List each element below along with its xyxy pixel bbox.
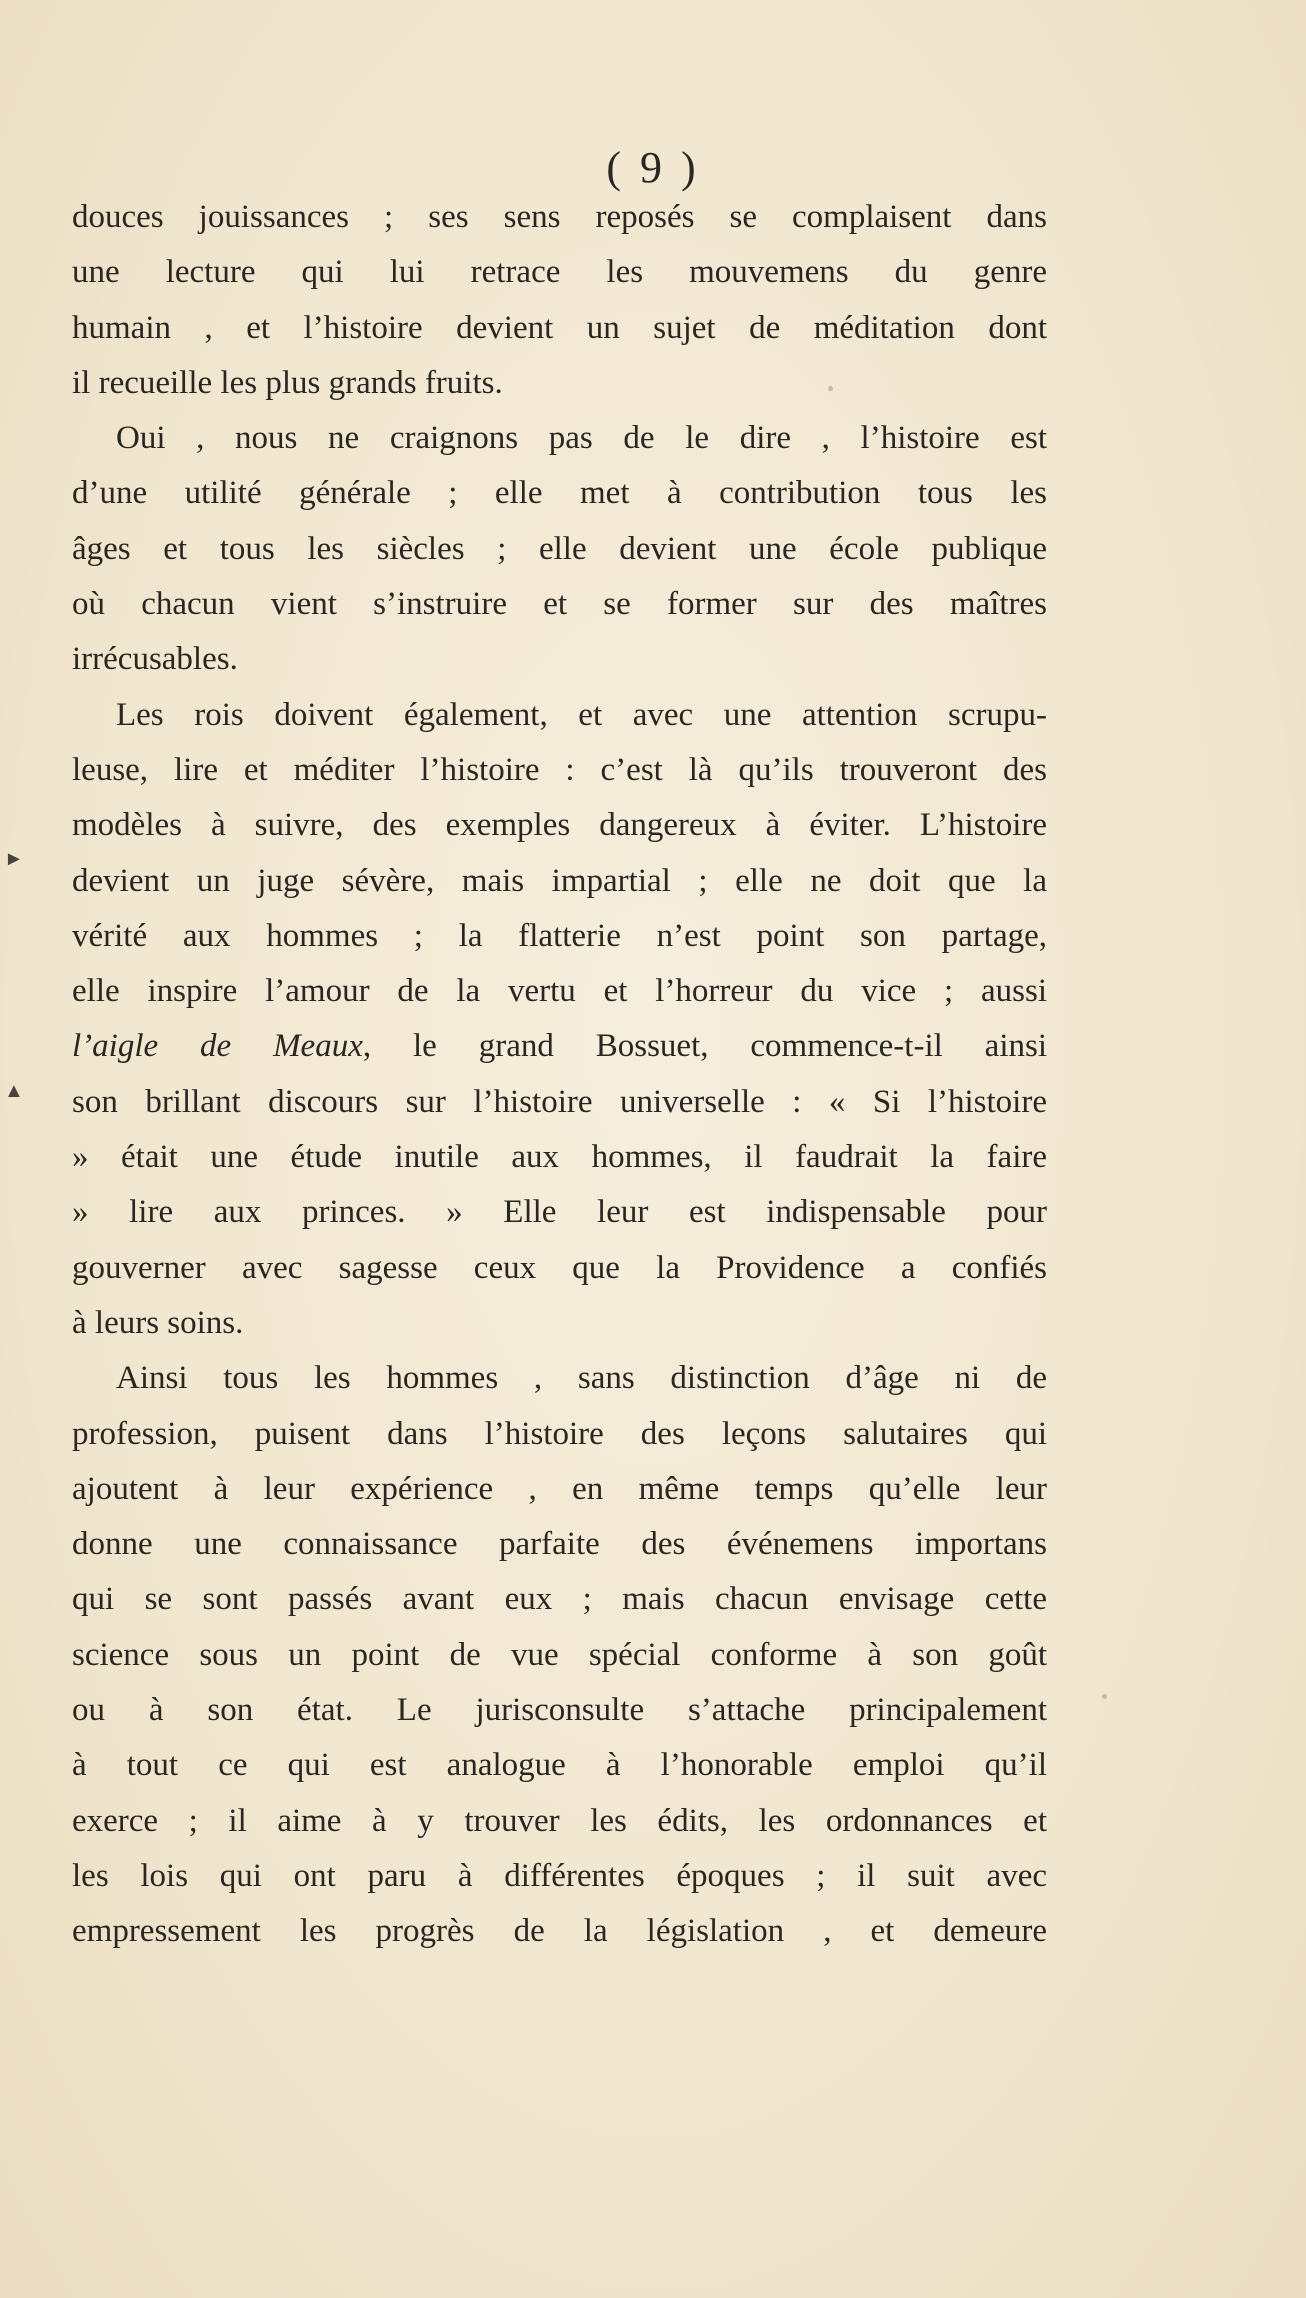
text-line: humain , et l’histoire devient un sujet de méditation dont	[72, 309, 1047, 346]
italic-phrase: l’aigle de Meaux	[72, 1028, 363, 1065]
text-line: donne une connaissance parfaite des événemens importans	[72, 1526, 1047, 1563]
paper-speck	[828, 386, 833, 391]
text-line: âges et tous les siècles ; elle devient une école publique	[72, 530, 1047, 567]
text-line: science sous un point de vue spécial conforme à son goût	[72, 1636, 1047, 1673]
text-line: devient un juge sévère, mais impartial ; elle ne doit que la	[72, 862, 1047, 899]
text-line: irrécusables.	[72, 641, 238, 678]
text-line: gouverner avec sagesse ceux que la Providence a confiés	[72, 1249, 1047, 1286]
text-line: modèles à suivre, des exemples dangereux à éviter. L’histoire	[72, 807, 1047, 844]
text-line: à tout ce qui est analogue à l’honorable emploi qu’il	[72, 1747, 1047, 1784]
text-line: Oui , nous ne craignons pas de le dire , l’histoire est	[116, 420, 1047, 457]
paper-speck	[1102, 1694, 1107, 1699]
text-line: l’aigle de Meaux, le grand Bossuet, commence-t-il ainsi	[72, 1028, 1047, 1065]
text-line: douces jouissances ; ses sens reposés se complaisent dans	[72, 199, 1047, 235]
text-line: qui se sont passés avant eux ; mais chacun envisage cette	[72, 1581, 1047, 1618]
text-line: » était une étude inutile aux hommes, il faudrait la faire	[72, 1139, 1047, 1176]
text-line: ajoutent à leur expérience , en même temps qu’elle leur	[72, 1470, 1047, 1507]
page-number: ( 9 )	[606, 143, 700, 192]
text-line: une lecture qui lui retrace les mouvemens du genre	[72, 254, 1047, 291]
text-line: les lois qui ont paru à différentes époques ; il suit avec	[72, 1857, 1047, 1894]
text-line: d’une utilité générale ; elle met à contribution tous les	[72, 475, 1047, 512]
body-text	[72, 190, 1047, 1960]
margin-mark-icon: ▲	[4, 1080, 24, 1102]
margin-mark-icon: ►	[4, 848, 24, 870]
text-line: » lire aux princes. » Elle leur est indispensable pour	[72, 1194, 1047, 1231]
text-line: où chacun vient s’instruire et se former sur des maîtres	[72, 586, 1047, 623]
text-line: vérité aux hommes ; la flatterie n’est point son partage,	[72, 917, 1047, 954]
text-line: ou à son état. Le jurisconsulte s’attache principalement	[72, 1692, 1047, 1729]
text-line: il recueille les plus grands fruits.	[72, 364, 503, 401]
text-line: Ainsi tous les hommes , sans distinction d’âge ni de	[116, 1360, 1047, 1397]
text-line: exerce ; il aime à y trouver les édits, les ordonnances et	[72, 1802, 1047, 1839]
text-line: profession, puisent dans l’histoire des leçons salutaires qui	[72, 1415, 1047, 1452]
text-line: Les rois doivent également, et avec une attention scrupu-	[116, 696, 1047, 733]
text-line: à leurs soins.	[72, 1304, 244, 1341]
text-line: elle inspire l’amour de la vertu et l’horreur du vice ; aussi	[72, 973, 1047, 1010]
text-line: empressement les progrès de la législation , et demeure	[72, 1913, 1047, 1950]
text-line: leuse, lire et méditer l’histoire : c’est là qu’ils trouveront des	[72, 751, 1047, 788]
text-line: son brillant discours sur l’histoire universelle : « Si l’histoire	[72, 1083, 1047, 1120]
